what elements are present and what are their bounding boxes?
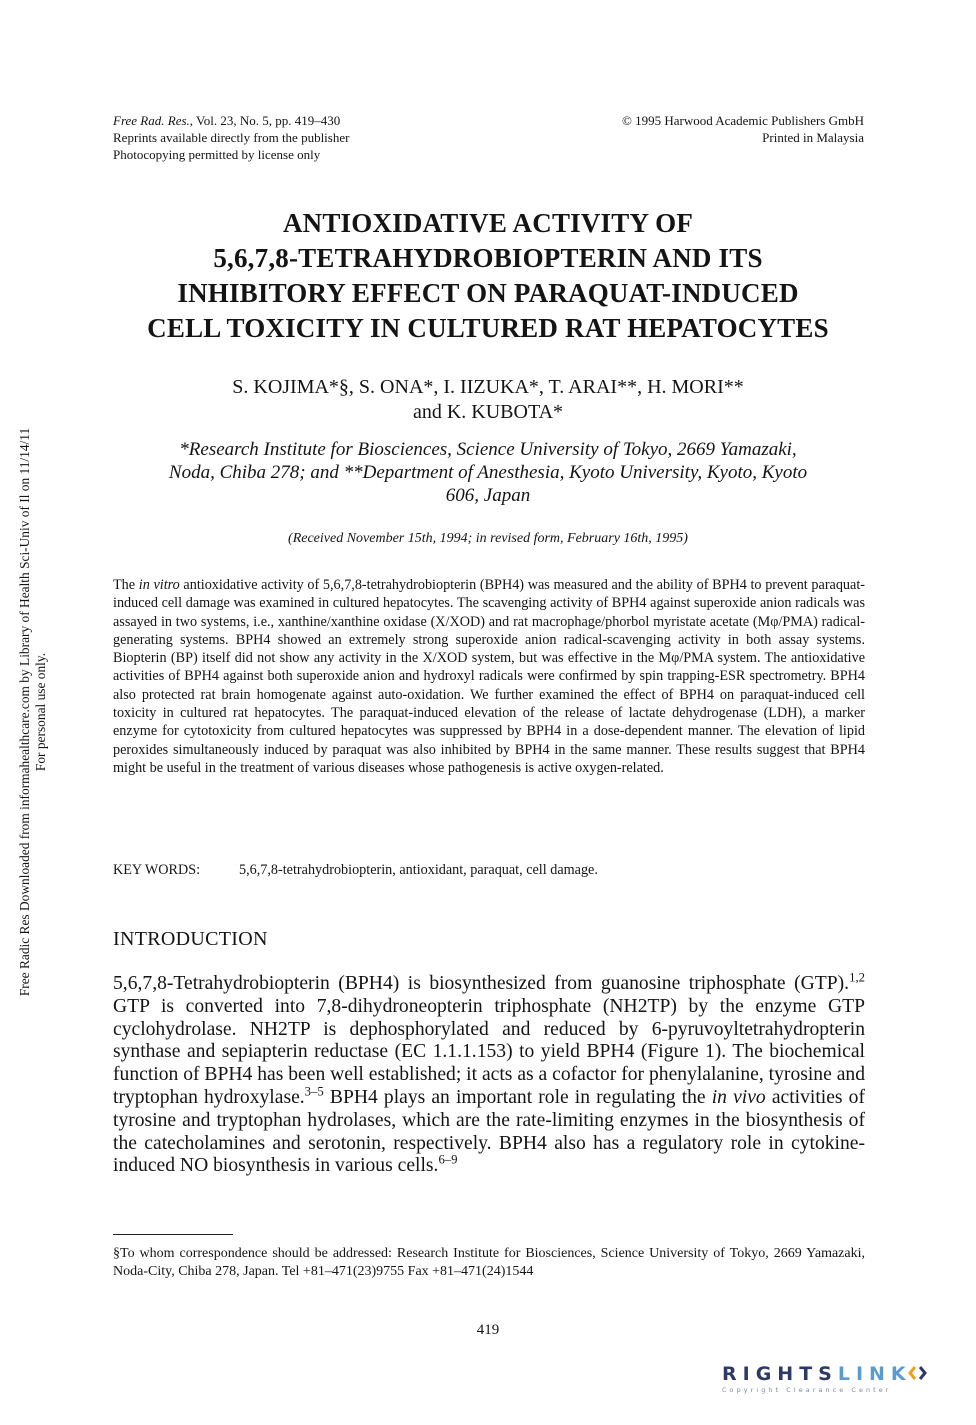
rightslink-mark-icon bbox=[908, 1364, 928, 1380]
correspondence-footnote: §To whom correspondence should be addressed: Research Institute for Biosciences, Science University of Tokyo, 2669 Yamazaki, Noda-City, Chiba 278, Japan. Tel +81–471(23)9755 Fax +81–471(24)1544 bbox=[113, 1246, 865, 1279]
page-number: 419 bbox=[476, 1322, 500, 1338]
journal-header bbox=[113, 112, 349, 163]
affiliation-line: Noda, Chiba 278; and **Department of Anesthesia, Kyoto University, Kyoto, Kyoto bbox=[168, 462, 808, 483]
affiliation-line: *Research Institute for Biosciences, Science University of Tokyo, 2669 Yamazaki, bbox=[179, 439, 797, 460]
keywords-label: KEY WORDS: bbox=[113, 862, 201, 878]
journal-volume: , Vol. 23, No. 5, pp. 419–430 bbox=[189, 113, 341, 128]
reprints-note: Reprints available directly from the publisher bbox=[113, 130, 350, 145]
intro-text: BPH4 plays an important role in regulating the bbox=[323, 1086, 712, 1108]
footnote-divider bbox=[113, 1234, 233, 1235]
received-dates: (Received November 15th, 1994; in revised form, February 16th, 1995) bbox=[288, 531, 688, 546]
authors-line: and K. KUBOTA* bbox=[412, 401, 564, 423]
abstract-text: antioxidative activity of 5,6,7,8-tetrahydrobiopterin (BPH4) was measured and the ability of BPH4 to prevent paraquat-induced cell damage was examined in cultured hepatocytes. The scavenging activity of BPH4 against superoxide anion radicals was assayed in two systems, i.e., xanthine/xanthine oxidase (X/XOD) and rat macrophage/phorbol myristate acetate (Mφ/PMA) radical-generating systems. BPH4 showed an extremely strong superoxide anion radical-scavenging activity in both assay systems. Biopterin (BP) itself did not show any activity in the X/XOD system, but was effective in the Mφ/PMA system. The antioxidative activities of BPH4 against both superoxide anion and hydroxyl radicals were confirmed by spin trapping-ESR spectrometry. BPH4 also protected rat brain homogenate against auto-oxidation. We further examined the effect of BPH4 on paraquat-induced cell toxicity in cultured rat hepatocytes. The paraquat-induced elevation of the release of lactate dehydrogenase (LDH), a marker enzyme for cytotoxicity from cultured hepatocytes was suppressed by BPH4 in a dose-dependent manner. The elevation of lipid peroxides simultaneously induced by paraquat was also inhibited by BPH4 in the same manner. These results suggest that BPH4 might be useful in the treatment of various diseases whose pathogenesis is active oxygen-related. bbox=[113, 577, 865, 776]
citation-ref: 6–9 bbox=[438, 1152, 458, 1167]
intro-text: 5,6,7,8-Tetrahydrobiopterin (BPH4) is biosynthesized from guanosine triphosphate (GTP). bbox=[113, 973, 850, 994]
intro-text: activities of tyrosine and tryptophan hydrolases, which are the rate-limiting enzymes in the biosynthesis of the catecholamines and serotonin, respectively. BPH4 also has a regulatory role in cytokine-induced NO biosynthesis in various cells. bbox=[113, 1086, 865, 1177]
title-line: ANTIOXIDATIVE ACTIVITY OF bbox=[282, 208, 694, 238]
author-list bbox=[90, 375, 886, 425]
intro-in-vivo: in vivo bbox=[711, 1086, 766, 1108]
abstract bbox=[113, 576, 865, 777]
citation-ref: 3–5 bbox=[304, 1084, 324, 1099]
title-line: CELL TOXICITY IN CULTURED RAT HEPATOCYTES bbox=[147, 313, 829, 343]
affiliation-line: 606, Japan bbox=[445, 485, 531, 506]
rightslink-logo[interactable] bbox=[722, 1363, 954, 1405]
journal-name: Free Rad. Res. bbox=[113, 113, 190, 128]
copyright-note: © 1995 Harwood Academic Publishers GmbH bbox=[621, 113, 864, 128]
rightslink-subtitle: Copyright Clearance Center bbox=[722, 1386, 892, 1394]
photocopying-note: Photocopying permitted by license only bbox=[113, 147, 321, 162]
intro-text: GTP is converted into 7,8-dihydroneopterin triphosphate (NH2TP) by the enzyme GTP cyclohydrolase. NH2TP is dephosphorylated and reduced by 6-pyruvoyltetrahydropterin synthase and sepiapterin reductase (EC 1.1.1.153) to yield BPH4 (Figure 1). The biochemical function of BPH4 has been well established; it acts as a cofactor for phenylalanine, tyrosine and tryptophan hydroxylase. bbox=[113, 995, 865, 1108]
rightslink-rights: RIGHTS bbox=[722, 1363, 838, 1385]
article-title bbox=[90, 206, 886, 346]
introduction-paragraph bbox=[113, 970, 865, 1178]
watermark-line: Free Radic Res Downloaded from informahealthcare.com by Library of Health Sci-Univ of Il on 11/14/11 bbox=[17, 427, 32, 997]
abstract-in-vitro: in vitro bbox=[138, 577, 180, 593]
journal-citation bbox=[113, 112, 349, 129]
rightslink-mark-svg bbox=[908, 1365, 928, 1381]
rightslink-wordmark bbox=[722, 1363, 954, 1385]
title-line: INHIBITORY EFFECT ON PARAQUAT-INDUCED bbox=[177, 278, 799, 308]
printed-note: Printed in Malaysia bbox=[762, 130, 864, 145]
introduction-heading: INTRODUCTION bbox=[113, 928, 268, 950]
keywords bbox=[113, 861, 865, 879]
affiliations bbox=[110, 438, 866, 507]
rightslink-link: LINK bbox=[837, 1363, 912, 1385]
abstract-lead: The bbox=[113, 577, 139, 593]
keywords-text: 5,6,7,8-tetrahydrobiopterin, antioxidant, paraquat, cell damage. bbox=[239, 862, 598, 878]
publisher-header bbox=[622, 112, 864, 146]
authors-line: S. KOJIMA*§, S. ONA*, I. IIZUKA*, T. ARAI**, H. MORI** bbox=[232, 376, 744, 398]
watermark-line: For personal use only. bbox=[33, 652, 48, 772]
title-line: 5,6,7,8-TETRAHYDROBIOPTERIN AND ITS bbox=[213, 243, 763, 273]
download-watermark bbox=[17, 428, 49, 996]
citation-ref: 1,2 bbox=[849, 970, 865, 985]
